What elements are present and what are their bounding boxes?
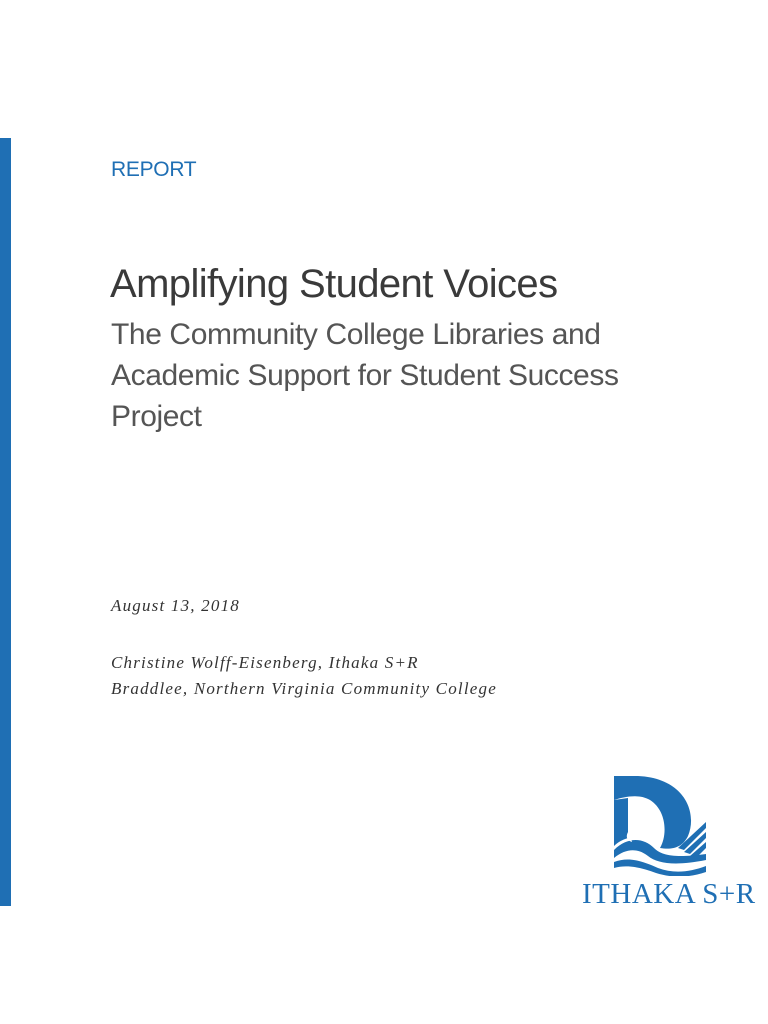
publication-date: August 13, 2018 <box>111 596 240 615</box>
author-line: Braddlee, Northern Virginia Community College <box>111 679 497 698</box>
page-subtitle: The Community College Libraries and Academic Support for Student Success Project <box>111 318 619 433</box>
ithaka-logo <box>582 774 756 914</box>
author-list <box>111 650 497 702</box>
ithaka-logo-icon <box>614 776 706 876</box>
report-label: REPORT <box>111 158 197 181</box>
logo-wordmark: ITHAKA S+R <box>582 878 756 910</box>
accent-side-bar <box>0 138 11 906</box>
author-line: Christine Wolff-Eisenberg, Ithaka S+R <box>111 653 419 672</box>
page-title: Amplifying Student Voices <box>110 262 558 306</box>
